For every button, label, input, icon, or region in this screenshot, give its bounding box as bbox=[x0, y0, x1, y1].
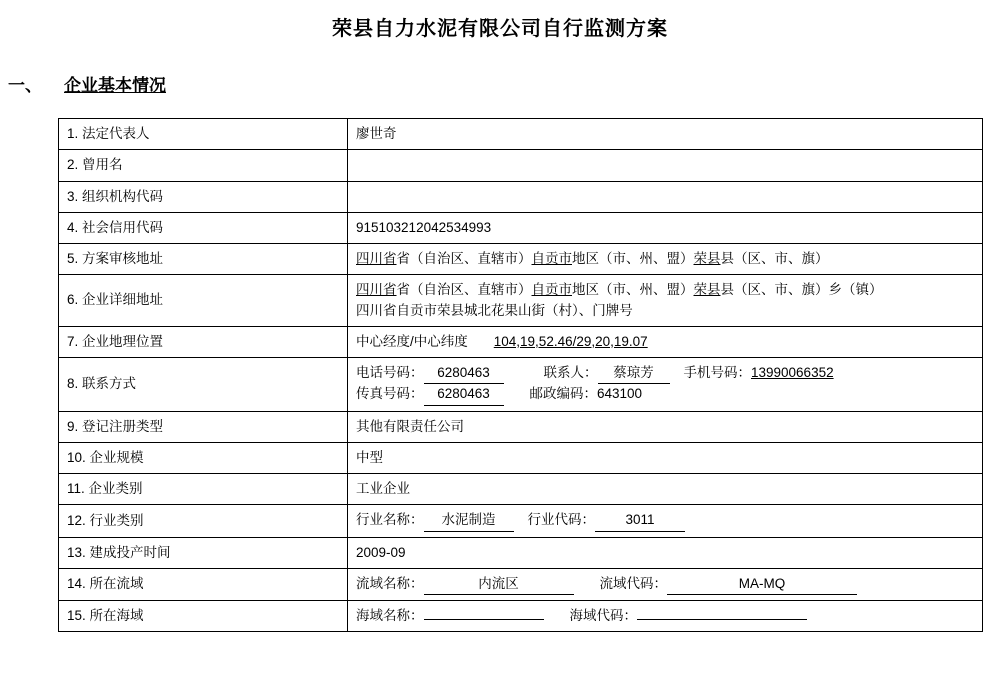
section-label: 企业基本情况 bbox=[64, 76, 166, 95]
document-page bbox=[0, 12, 1000, 693]
review-address-province-suffix: 省（自治区、直辖市） bbox=[396, 251, 532, 266]
row-value-industry-category bbox=[348, 505, 983, 537]
geo-location-coords: 104,19,52.46/29,20,19.07 bbox=[493, 333, 648, 349]
detail-address-city: 自贡市 bbox=[531, 282, 572, 298]
geo-location-prefix: 中心经度/中心纬度 bbox=[356, 333, 468, 349]
basin-code-value: MA-MQ bbox=[667, 574, 857, 595]
row-label-former-name: 2. 曾用名 bbox=[59, 150, 348, 181]
review-address-city: 自贡市 bbox=[531, 251, 572, 266]
detail-address-county-suffix: 县（区、市、旗）乡（镇） bbox=[720, 282, 883, 298]
row-label-enterprise-scale: 10. 企业规模 bbox=[59, 442, 348, 473]
review-address-province: 四川省 bbox=[356, 251, 397, 266]
row-value-detail-address bbox=[348, 275, 983, 327]
row-label-industry-category: 12. 行业类别 bbox=[59, 505, 348, 537]
table-row bbox=[59, 244, 983, 275]
detail-address-county: 荣县 bbox=[693, 282, 721, 298]
table-row bbox=[59, 411, 983, 442]
contact-mobile-label: 手机号码： bbox=[683, 365, 751, 380]
detail-address-street: 四川省自贡市荣县城北花果山街（村）、门牌号 bbox=[356, 302, 633, 318]
contact-postcode-label: 邮政编码： bbox=[529, 386, 597, 402]
table-row bbox=[59, 358, 983, 412]
section-heading bbox=[8, 71, 1000, 96]
detail-address-province-suffix: 省（自治区、直辖市） bbox=[396, 282, 532, 298]
row-value-contact bbox=[348, 358, 983, 412]
row-value-enterprise-scale: 中型 bbox=[348, 442, 983, 473]
row-value-basin bbox=[348, 568, 983, 600]
contact-phone-value: 6280463 bbox=[424, 363, 504, 384]
sea-name-value bbox=[424, 619, 544, 620]
sea-code-label: 海域代码： bbox=[569, 608, 637, 623]
row-value-production-start: 2009-09 bbox=[348, 537, 983, 568]
table-row bbox=[59, 505, 983, 537]
contact-mobile-value: 13990066352 bbox=[751, 365, 834, 380]
row-value-enterprise-category: 工业企业 bbox=[348, 474, 983, 505]
table-row bbox=[59, 474, 983, 505]
review-address-county: 荣县 bbox=[693, 251, 721, 266]
row-value-legal-representative: 廖世奇 bbox=[348, 119, 983, 150]
row-value-registration-type: 其他有限责任公司 bbox=[348, 411, 983, 442]
detail-address-city-suffix: 地区（市、州、盟） bbox=[572, 282, 694, 298]
row-label-credit-code: 4. 社会信用代码 bbox=[59, 212, 348, 243]
table-row bbox=[59, 181, 983, 212]
row-label-production-start: 13. 建成投产时间 bbox=[59, 537, 348, 568]
row-label-sea-area: 15. 所在海域 bbox=[59, 601, 348, 632]
table-row bbox=[59, 442, 983, 473]
detail-address-province: 四川省 bbox=[356, 282, 397, 298]
row-value-geo-location bbox=[348, 326, 983, 357]
row-value-credit-code: 915103212042534993 bbox=[348, 212, 983, 243]
table-row bbox=[59, 119, 983, 150]
table-row bbox=[59, 601, 983, 632]
review-address-county-suffix: 县（区、市、旗） bbox=[720, 251, 829, 266]
row-label-detail-address: 6. 企业详细地址 bbox=[59, 275, 348, 327]
table-row bbox=[59, 326, 983, 357]
sea-name-label: 海域名称： bbox=[356, 608, 424, 623]
industry-code-label: 行业代码： bbox=[527, 512, 595, 528]
table-row bbox=[59, 212, 983, 243]
basic-info-table bbox=[58, 118, 983, 632]
table-row bbox=[59, 568, 983, 600]
row-label-geo-location: 7. 企业地理位置 bbox=[59, 326, 348, 357]
row-value-former-name bbox=[348, 150, 983, 181]
table-row bbox=[59, 150, 983, 181]
contact-phone-label: 电话号码： bbox=[356, 365, 424, 380]
basin-code-label: 流域代码： bbox=[599, 575, 667, 591]
row-label-registration-type: 9. 登记注册类型 bbox=[59, 411, 348, 442]
sea-code-value bbox=[637, 619, 807, 620]
row-label-contact: 8. 联系方式 bbox=[59, 358, 348, 412]
row-label-organization-code: 3. 组织机构代码 bbox=[59, 181, 348, 212]
review-address-city-suffix: 地区（市、州、盟） bbox=[572, 251, 694, 266]
row-label-review-address: 5. 方案审核地址 bbox=[59, 244, 348, 275]
table-row bbox=[59, 537, 983, 568]
row-label-enterprise-category: 11. 企业类别 bbox=[59, 474, 348, 505]
row-value-review-address bbox=[348, 244, 983, 275]
page-title: 荣县自力水泥有限公司自行监测方案 bbox=[332, 18, 668, 40]
contact-postcode-value: 643100 bbox=[597, 386, 643, 402]
contact-fax-value: 6280463 bbox=[424, 384, 504, 405]
section-number: 一、 bbox=[8, 76, 42, 95]
row-label-basin: 14. 所在流域 bbox=[59, 568, 348, 600]
contact-fax-label: 传真号码： bbox=[356, 386, 424, 402]
industry-name-value: 水泥制造 bbox=[424, 510, 514, 531]
basin-name-label: 流域名称： bbox=[356, 575, 424, 591]
basin-name-value: 内流区 bbox=[424, 574, 574, 595]
row-label-legal-representative: 1. 法定代表人 bbox=[59, 119, 348, 150]
row-value-sea-area bbox=[348, 601, 983, 632]
row-value-organization-code bbox=[348, 181, 983, 212]
contact-person-value: 蔡琼芳 bbox=[598, 363, 670, 384]
contact-person-label: 联系人： bbox=[543, 365, 598, 380]
industry-name-label: 行业名称： bbox=[356, 512, 424, 528]
table-row bbox=[59, 275, 983, 327]
industry-code-value: 3011 bbox=[595, 510, 685, 531]
